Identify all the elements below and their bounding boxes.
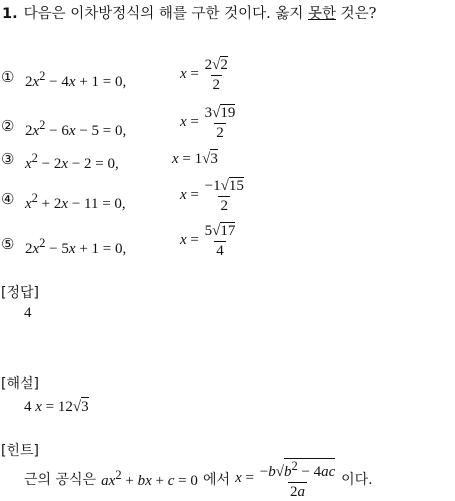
- explanation-label: [해설]: [1, 376, 39, 392]
- choice-4-mark: ④: [1, 190, 15, 208]
- choice-2-equation: $2x^2 - 6x - 5 = 0$,: [25, 118, 127, 139]
- question-underlined: 못한: [308, 6, 337, 22]
- choice-4-equation: $x^2 + 2x - 11 = 0$,: [25, 191, 126, 212]
- answer-label: [정답]: [1, 285, 39, 301]
- choice-3-solution: x = 1√3: [172, 151, 218, 167]
- hint-text: [24, 458, 373, 500]
- hint-formula: $ax^2$ + bx + c = 0: [101, 468, 198, 489]
- choice-2-solution: x = $\frac{3√19}{2}$: [180, 105, 236, 141]
- choice-1-equation: $2x^2 - 4x + 1 = 0$,: [25, 69, 127, 90]
- question-suffix: 것은?: [336, 6, 377, 22]
- choice-4-solution: x = $\frac{-1√15}{2}$: [180, 178, 244, 214]
- choice-1-mark: ①: [1, 68, 15, 86]
- hint-middle: 에서: [202, 472, 230, 488]
- choice-5-solution: x = $\frac{5√17}{4}$: [180, 223, 236, 259]
- choice-1-solution: x = $\frac{2√2}{2}$: [180, 57, 228, 93]
- choice-3-equation: $x^2 - 2x - 2 = 0$,: [25, 151, 119, 172]
- choice-3-mark: ③: [1, 150, 15, 168]
- answer-value: 4: [24, 305, 32, 321]
- hint-suffix: 이다.: [341, 472, 373, 488]
- hint-label: [힌트]: [1, 443, 39, 459]
- choice-5-equation: $2x^2 - 5x + 1 = 0$,: [25, 236, 127, 257]
- question-number: 1.: [2, 6, 18, 22]
- choice-2-mark: ②: [1, 117, 15, 135]
- hint-solution: x = $\frac{-b√b^2 - 4ac}{2a}$: [235, 459, 336, 500]
- choice-5-mark: ⑤: [1, 235, 15, 253]
- question-prefix: 다음은 이차방정식의 해를 구한 것이다. 옳지: [23, 6, 308, 22]
- explanation-text: 4 x = 12√3: [24, 399, 89, 415]
- question-text: [2, 2, 376, 23]
- hint-prefix: 근의 공식은: [24, 472, 97, 488]
